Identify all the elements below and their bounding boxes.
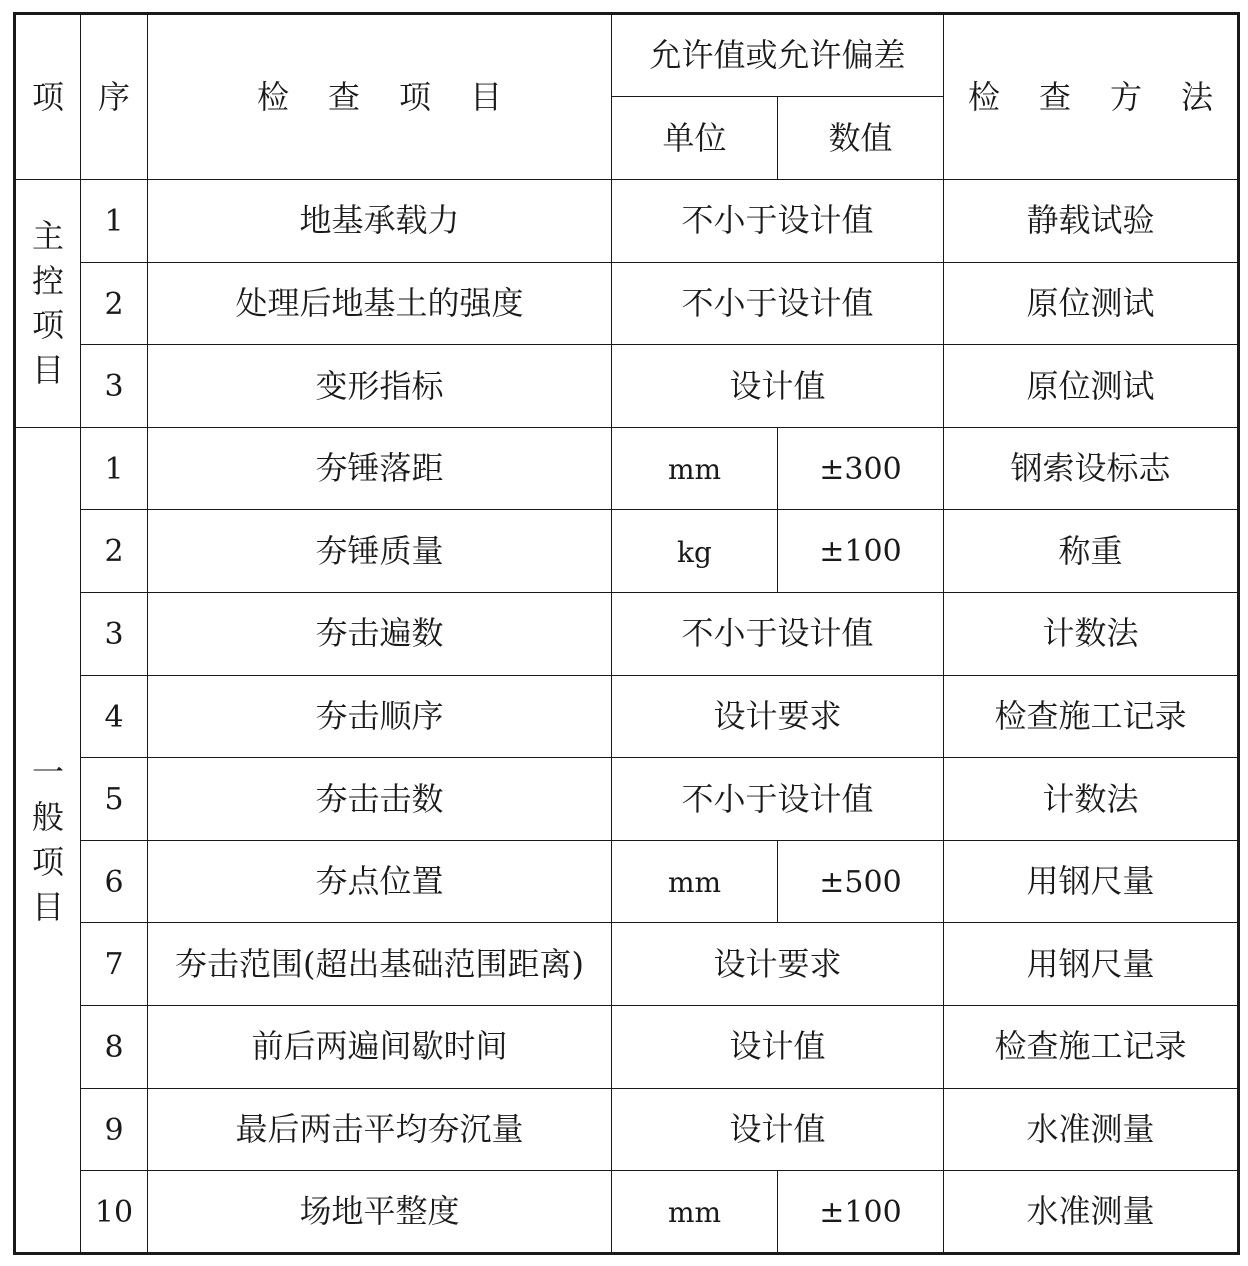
row-method: 称重 [944,510,1239,593]
group-general-label: 一般项目 [31,753,64,926]
row-item: 场地平整度 [148,1171,612,1254]
row-allowance: 设计要求 [612,923,944,1006]
header-allowance: 允许值或允许偏差 [612,14,944,97]
row-item: 夯击范围(超出基础范围距离) [148,923,612,1006]
row-unit: kg [612,510,778,593]
header-unit: 单位 [612,97,778,180]
table-row [15,592,1239,675]
row-number: 2 [81,510,148,593]
group-general [15,427,81,1253]
row-item: 前后两遍间歇时间 [148,1005,612,1088]
row-allowance: 设计值 [612,1005,944,1088]
header-row-1 [15,14,1239,97]
row-value: ±100 [778,1171,944,1254]
table-row [15,758,1239,841]
row-allowance: 设计值 [612,1088,944,1171]
group-main-control [15,180,81,428]
row-unit: mm [612,1171,778,1254]
row-item: 夯击击数 [148,758,612,841]
row-allowance: 不小于设计值 [612,592,944,675]
row-allowance: 不小于设计值 [612,262,944,345]
table-row [15,345,1239,428]
table-row [15,923,1239,1006]
row-item: 处理后地基土的强度 [148,262,612,345]
header-method: 检 查 方 法 [944,14,1239,180]
row-number: 4 [81,675,148,758]
row-allowance: 设计要求 [612,675,944,758]
row-method: 检查施工记录 [944,675,1239,758]
row-number: 3 [81,345,148,428]
row-number: 8 [81,1005,148,1088]
header-value: 数值 [778,97,944,180]
group-main-control-label: 主控项目 [31,216,64,390]
table-row [15,1088,1239,1171]
row-item: 最后两击平均夯沉量 [148,1088,612,1171]
row-number: 6 [81,840,148,923]
row-number: 9 [81,1088,148,1171]
row-value: ±500 [778,840,944,923]
header-item: 检 查 项 目 [148,14,612,180]
row-item: 夯锤质量 [148,510,612,593]
row-allowance: 设计值 [612,345,944,428]
table-row [15,262,1239,345]
table-row [15,1171,1239,1254]
table-row [15,180,1239,263]
inspection-table [13,12,1240,1255]
row-method: 用钢尺量 [944,923,1239,1006]
row-item: 变形指标 [148,345,612,428]
row-allowance: 不小于设计值 [612,180,944,263]
table-row [15,510,1239,593]
row-item: 夯点位置 [148,840,612,923]
row-method: 检查施工记录 [944,1005,1239,1088]
table-row [15,840,1239,923]
row-value: ±100 [778,510,944,593]
row-method: 静载试验 [944,180,1239,263]
row-item: 夯击顺序 [148,675,612,758]
row-number: 10 [81,1171,148,1254]
header-category: 项 [15,14,81,180]
row-method: 用钢尺量 [944,840,1239,923]
row-number: 7 [81,923,148,1006]
row-number: 1 [81,180,148,263]
row-item: 夯击遍数 [148,592,612,675]
row-method: 水准测量 [944,1088,1239,1171]
table-row [15,675,1239,758]
row-number: 3 [81,592,148,675]
row-allowance: 不小于设计值 [612,758,944,841]
row-method: 水准测量 [944,1171,1239,1254]
table-row [15,427,1239,510]
row-method: 原位测试 [944,262,1239,345]
header-index: 序 [81,14,148,180]
row-method: 计数法 [944,758,1239,841]
row-unit: mm [612,427,778,510]
row-number: 1 [81,427,148,510]
row-item: 夯锤落距 [148,427,612,510]
row-item: 地基承载力 [148,180,612,263]
row-method: 钢索设标志 [944,427,1239,510]
row-unit: mm [612,840,778,923]
row-method: 计数法 [944,592,1239,675]
row-number: 5 [81,758,148,841]
table-row [15,1005,1239,1088]
row-number: 2 [81,262,148,345]
row-value: ±300 [778,427,944,510]
row-method: 原位测试 [944,345,1239,428]
